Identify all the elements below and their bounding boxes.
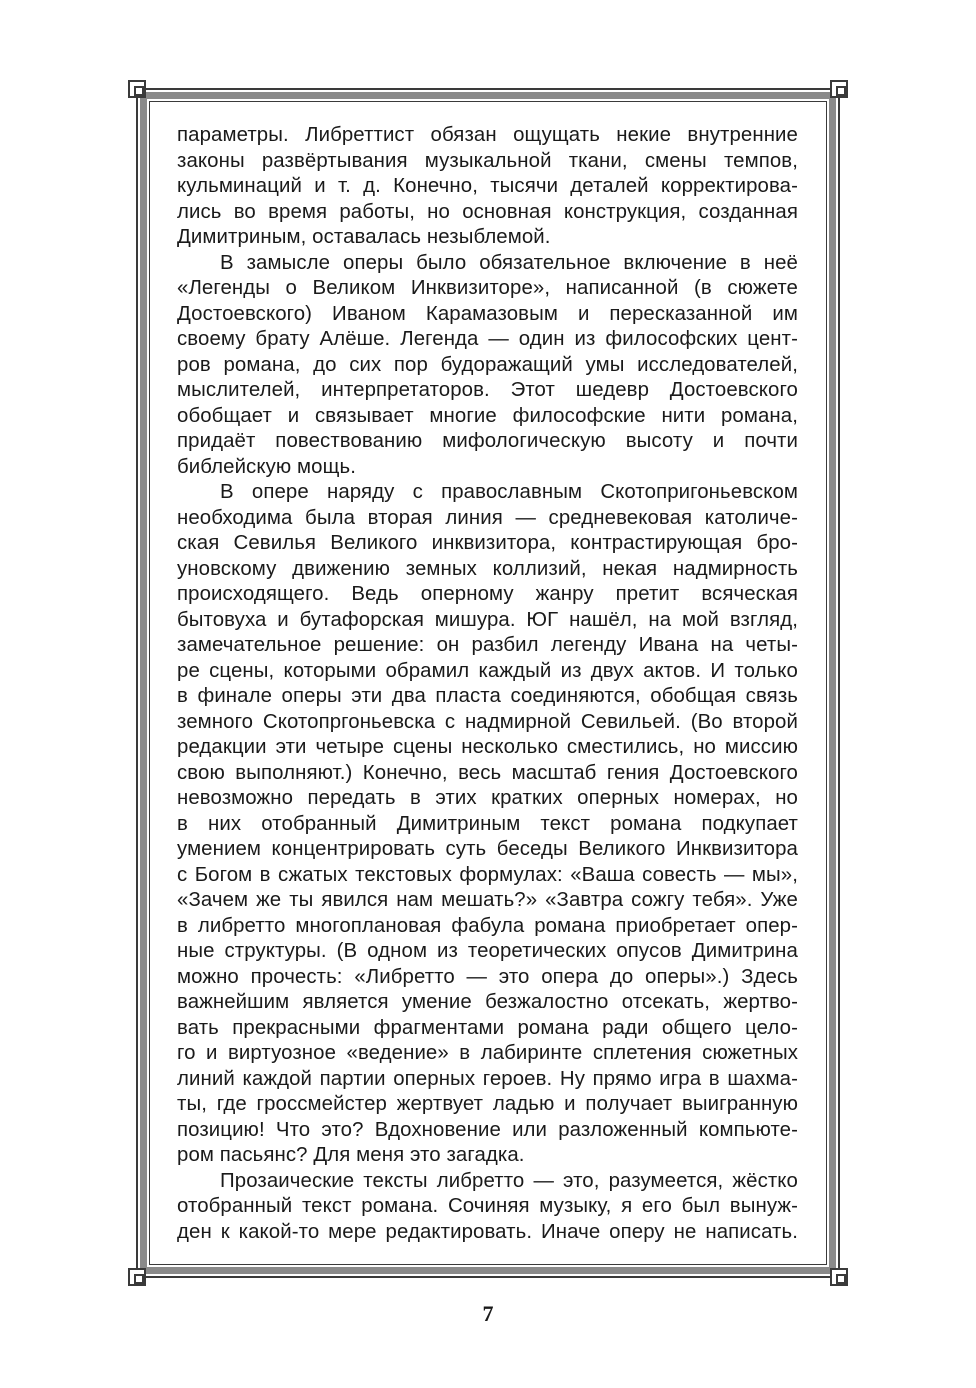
text-line: В замысле оперы было обязательное включение в неё (220, 251, 798, 274)
text-line: ты, где гроссмейстер жертвует ладью и получает выигранную (177, 1093, 798, 1115)
text-line: го и виртуозное «ведение» в лабиринте сплетения сюжетных (177, 1042, 798, 1064)
text-line: ская Севилья Великого инквизитора, контрастирующая бро- (177, 532, 798, 554)
text-line: ров романа, до сих пор будоражащий умы исследователей, (177, 353, 798, 376)
page-number: 7 (482, 1301, 494, 1326)
text-line: позицию! Что это? Вдохновение или разложенный компьюте- (177, 1118, 798, 1141)
text-line: Димитриным, оставалась незыблемой. (177, 226, 551, 248)
text-line: редакции эти четыре сцены несколько сместились, но миссию (177, 736, 798, 758)
text-line: необходима была вторая линия — средневековая католиче- (177, 506, 798, 529)
text-line: в либретто многоплановая фабула романа приобретает опер- (177, 914, 798, 937)
text-line: земного Скотопргоньевска с надмирной Севильей. (Во второй (177, 710, 798, 733)
text-line: вать прекрасными фрагментами романа ради общего цело- (177, 1016, 798, 1039)
text-line: мыслителей, интерпретаторов. Этот шедевр Достоевского (177, 379, 798, 401)
text-line: ден к какой-то мере редактировать. Иначе оперу не написать. (177, 1220, 798, 1243)
text-line: параметры. Либреттист обязан ощущать некие внутренние (177, 124, 798, 146)
text-line: кульминаций и т. д. Конечно, тысячи деталей корректирова- (177, 175, 798, 197)
text-line: уновскому движению земных коллизий, некая надмирность (177, 557, 798, 580)
body-text (177, 123, 798, 1245)
text-line: линий каждой партии оперных героев. Ну прямо игра в шахма- (177, 1067, 798, 1090)
text-line: ные структуры. (В одном из теоретических опусов Димитрина (177, 940, 798, 962)
text-line: в финале оперы эти два пласта соединяются, обобщая связь (177, 685, 798, 707)
text-line: придаёт повествованию мифологическую высоту и почти (177, 430, 798, 452)
text-line: ре сцены, которыми обрамил каждый из двух актов. И только (177, 659, 798, 682)
text-line: невозможно передать в этих кратких оперных номерах, но (177, 787, 798, 809)
text-line: важнейшим является умение безжалостно отсекать, жертво- (177, 991, 798, 1013)
text-line: свою выполняют.) Конечно, весь масштаб гения Достоевского (177, 761, 798, 784)
text-line: отобранный текст романа. Сочиняя музыку, я его был вынуж- (177, 1195, 798, 1217)
text-line: библейскую мощь. (177, 455, 356, 478)
text-line: лись во время работы, но основная конструкция, созданная (177, 200, 798, 223)
text-line: «Легенды о Великом Инквизиторе», написанной (в сюжете (177, 277, 798, 299)
text-line: своему брату Алёше. Легенда — один из философских цент- (177, 328, 798, 350)
text-line: Достоевского) Иваном Карамазовым и пересказанной им (177, 302, 798, 325)
text-line: умением концентрировать суть беседы Великого Инквизитора (177, 838, 798, 860)
text-line: с Богом в сжатых текстовых формулах: «Ваша совесть — мы», (177, 863, 798, 886)
text-line: В опере наряду с православным Скотопригоньевском (220, 481, 798, 503)
text-line: ром пасьянс? Для меня это загадка. (177, 1144, 525, 1166)
text-line: бытовуха и бутафорская мишура. ЮГ нашёл, на мой взгляд, (177, 608, 798, 631)
text-line: происходящего. Ведь оперному жанру претит всяческая (177, 583, 798, 605)
text-line: законы развёртывания музыкальной ткани, смены темпов, (177, 149, 798, 172)
corner-ornament-bottom-right (830, 1268, 848, 1286)
text-line: обобщает и связывает многие философские нити романа, (177, 404, 798, 427)
corner-ornament-top-right (830, 80, 848, 98)
text-line: «Зачем же ты явился нам мешать?» «Завтра сожгу тебя». Уже (177, 889, 798, 911)
corner-ornament-top-left (128, 80, 146, 98)
text-line: замечательное решение: он разбил легенду Ивана на четы- (177, 634, 798, 656)
corner-ornament-bottom-left (128, 1268, 146, 1286)
text-line: можно прочесть: «Либретто — это опера до оперы».) Здесь (177, 965, 798, 988)
text-line: в них отобранный Димитриным текст романа подкупает (177, 812, 798, 835)
text-line: Прозаические тексты либретто — это, разумеется, жёстко (220, 1169, 798, 1192)
